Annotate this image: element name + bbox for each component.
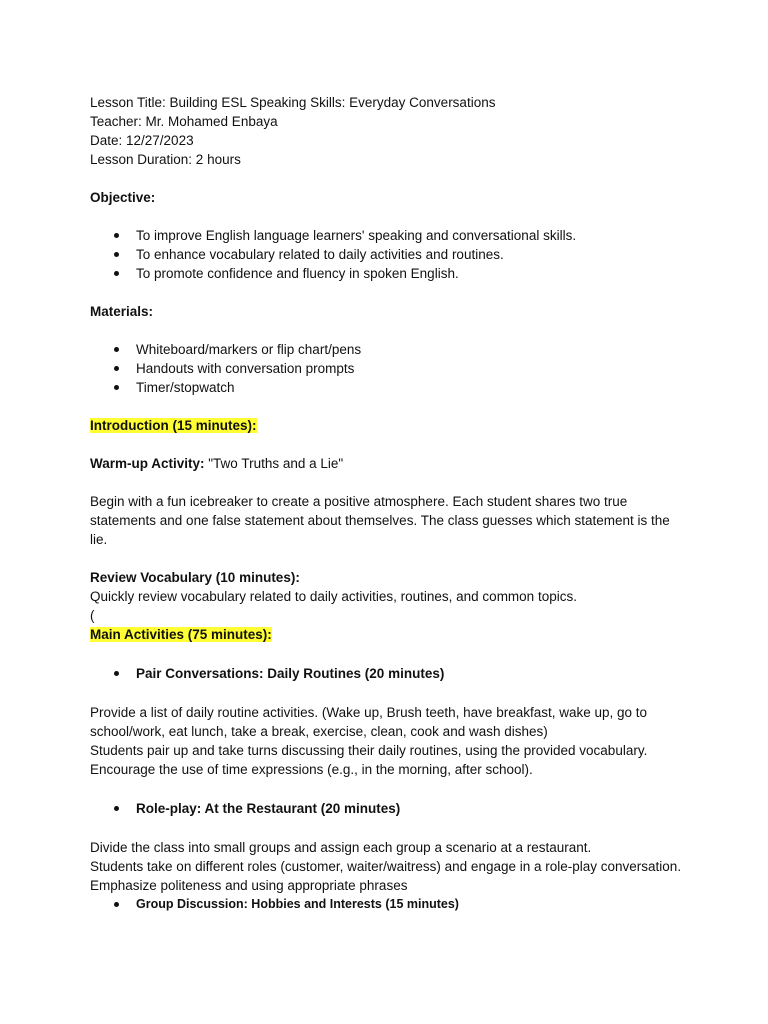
introduction-heading: Introduction (15 minutes): [90,418,257,433]
main-activities-heading: Main Activities (75 minutes): [90,627,272,642]
objective-heading: Objective: [90,190,156,205]
pair-conversations-title: Pair Conversations: Daily Routines (20 minutes) [136,664,690,683]
list-item: Handouts with conversation prompts [136,359,690,378]
roleplay-text-2: Students take on different roles (customer, waiter/waitress) and engage in a role-play conversation. Emphasize politeness and using appropriate phrases [90,859,682,893]
group-discussion-title: Group Discussion: Hobbies and Interests (15 minutes) [136,895,690,914]
pair-activity-list [90,664,690,683]
pair-text-2: Students pair up and take turns discussing their daily routines, using the provided vocabulary. Encourage the use of time expressions (e.g., in the morning, after school). [90,743,648,777]
materials-list [90,340,690,397]
lesson-title: Lesson Title: Building ESL Speaking Skills: Everyday Conversations [90,95,496,110]
list-item: To promote confidence and fluency in spoken English. [136,264,690,283]
document-body [90,93,690,914]
roleplay-text-1: Divide the class into small groups and assign each group a scenario at a restaurant. [90,840,592,855]
stray-parenthesis: ( [90,608,95,623]
materials-heading: Materials: [90,304,154,319]
teacher-line: Teacher: Mr. Mohamed Enbaya [90,114,278,129]
introduction-heading-line [90,416,690,435]
duration-line: Lesson Duration: 2 hours [90,152,241,167]
objective-list [90,226,690,283]
main-heading-line [90,625,690,644]
list-item: Whiteboard/markers or flip chart/pens [136,340,690,359]
review-heading: Review Vocabulary (10 minutes): [90,570,300,585]
warmup-label: Warm-up Activity: [90,456,205,471]
warmup-text: Begin with a fun icebreaker to create a positive atmosphere. Each student shares two true statements and one false statement about themselves. The class guesses which statement is the lie. [90,494,670,547]
group-activity-list [90,895,690,914]
list-item: To improve English language learners' speaking and conversational skills. [136,226,690,245]
list-item: To enhance vocabulary related to daily activities and routines. [136,245,690,264]
warmup-title: "Two Truths and a Lie" [204,456,344,471]
roleplay-title: Role-play: At the Restaurant (20 minutes) [136,799,690,818]
pair-text-1: Provide a list of daily routine activities. (Wake up, Brush teeth, have breakfast, wake up, go to school/work, eat lunch, take a break, exercise, clean, cook and wash dishes) [90,705,648,739]
list-item: Timer/stopwatch [136,378,690,397]
review-text: Quickly review vocabulary related to daily activities, routines, and common topics. [90,589,577,604]
roleplay-activity-list [90,799,690,818]
date-line: Date: 12/27/2023 [90,133,194,148]
warmup-line [90,454,690,473]
